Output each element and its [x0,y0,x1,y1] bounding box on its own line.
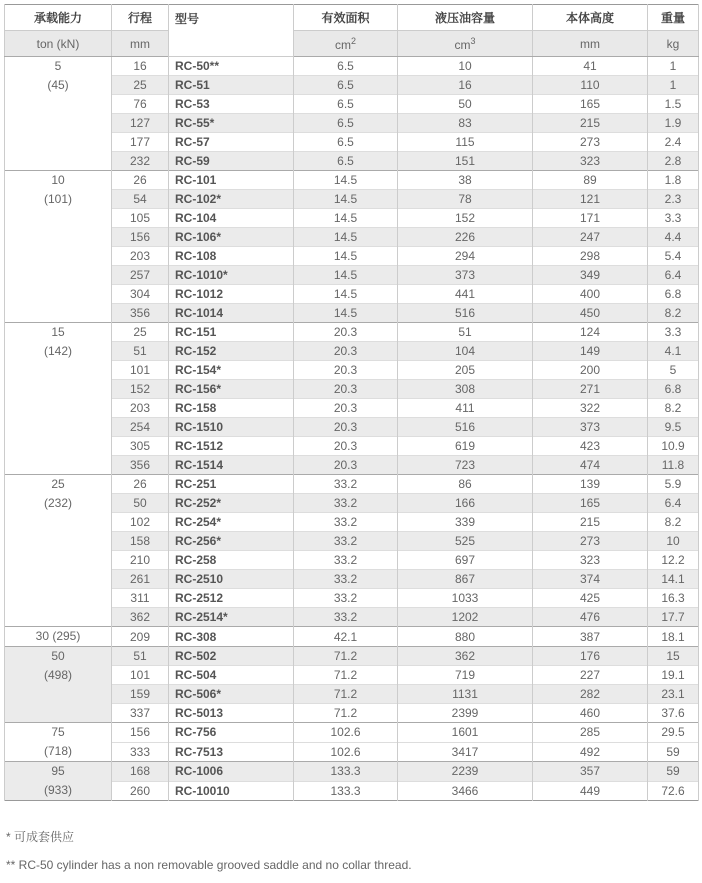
cell-area: 6.5 [294,76,398,95]
cell-stroke: 203 [112,247,169,266]
cell-area: 20.3 [294,399,398,418]
cell-stroke: 16 [112,57,169,76]
cell-oil: 1131 [398,685,533,704]
capacity-group-cell [5,627,112,647]
cell-height: 273 [533,133,648,152]
cell-height: 476 [533,608,648,627]
cell-stroke: 304 [112,285,169,304]
cell-height: 149 [533,342,648,361]
cell-weight: 3.3 [648,209,699,228]
cell-model: RC-106* [169,228,294,247]
cell-model: RC-55* [169,114,294,133]
cell-weight: 4.4 [648,228,699,247]
capacity-kn: (498) [43,668,72,682]
footnote-rc50-saddle: ** RC-50 cylinder has a non removable grooved saddle and no collar thread. [6,858,412,872]
cell-height: 41 [533,57,648,76]
cell-weight: 4.1 [648,342,699,361]
cell-height: 215 [533,513,648,532]
capacity-ton: 25 [51,477,65,491]
cell-weight: 6.4 [648,494,699,513]
cell-oil: 1202 [398,608,533,627]
cell-height: 357 [533,762,648,782]
cell-model: RC-2512 [169,589,294,608]
cell-oil: 38 [398,171,533,190]
cell-weight: 10.9 [648,437,699,456]
table-row [5,171,699,190]
cell-area: 133.3 [294,762,398,782]
cell-model: RC-5013 [169,704,294,723]
cell-area: 20.3 [294,361,398,380]
cell-stroke: 54 [112,190,169,209]
cell-stroke: 362 [112,608,169,627]
cell-model: RC-1006 [169,762,294,782]
cell-height: 450 [533,304,648,323]
header-model: 型号 [169,5,294,57]
cell-stroke: 25 [112,76,169,95]
cell-model: RC-258 [169,551,294,570]
cell-oil: 50 [398,95,533,114]
cell-height: 200 [533,361,648,380]
cell-weight: 12.2 [648,551,699,570]
cell-weight: 16.3 [648,589,699,608]
cell-weight: 18.1 [648,627,699,647]
cell-model: RC-308 [169,627,294,647]
cell-model: RC-57 [169,133,294,152]
header-stroke: 行程 [112,5,169,31]
cell-stroke: 260 [112,781,169,801]
capacity-group-cell [5,323,112,475]
capacity-group-cell [5,475,112,627]
capacity-group-cell [5,171,112,323]
cell-weight: 5.4 [648,247,699,266]
cell-oil: 308 [398,380,533,399]
cell-oil: 10 [398,57,533,76]
cell-area: 33.2 [294,570,398,589]
cell-area: 33.2 [294,475,398,494]
cell-weight: 3.3 [648,323,699,342]
unit-height: mm [533,31,648,57]
cell-weight: 19.1 [648,666,699,685]
cell-weight: 2.3 [648,190,699,209]
cell-stroke: 261 [112,570,169,589]
capacity-kn: (45) [47,78,69,92]
cell-stroke: 102 [112,513,169,532]
cell-oil: 697 [398,551,533,570]
cell-stroke: 156 [112,723,169,743]
cell-area: 20.3 [294,380,398,399]
cell-stroke: 356 [112,456,169,475]
cell-area: 33.2 [294,513,398,532]
cell-area: 14.5 [294,190,398,209]
cell-stroke: 25 [112,323,169,342]
cell-area: 14.5 [294,209,398,228]
cell-oil: 51 [398,323,533,342]
cell-oil: 880 [398,627,533,647]
capacity-ton: 95 [51,764,65,778]
cell-weight: 5.9 [648,475,699,494]
cell-area: 71.2 [294,704,398,723]
cell-model: RC-1514 [169,456,294,475]
cell-oil: 411 [398,399,533,418]
cell-area: 14.5 [294,266,398,285]
cell-oil: 104 [398,342,533,361]
cell-stroke: 156 [112,228,169,247]
cell-stroke: 337 [112,704,169,723]
cell-area: 20.3 [294,342,398,361]
cell-area: 14.5 [294,247,398,266]
cell-stroke: 51 [112,342,169,361]
cell-oil: 362 [398,647,533,666]
cell-area: 20.3 [294,437,398,456]
cell-area: 14.5 [294,285,398,304]
cell-weight: 2.8 [648,152,699,171]
capacity-kn: (718) [43,744,72,758]
capacity-group-cell [5,647,112,723]
cell-stroke: 203 [112,399,169,418]
capacity-kn: (101) [43,192,72,206]
cell-oil: 719 [398,666,533,685]
cell-weight: 1.9 [648,114,699,133]
cell-model: RC-1510 [169,418,294,437]
cell-model: RC-10010 [169,781,294,801]
cell-height: 449 [533,781,648,801]
cell-area: 6.5 [294,95,398,114]
cell-model: RC-151 [169,323,294,342]
capacity-group-cell [5,723,112,762]
cell-area: 6.5 [294,114,398,133]
cell-model: RC-506* [169,685,294,704]
cell-height: 227 [533,666,648,685]
cell-oil: 78 [398,190,533,209]
cell-model: RC-2514* [169,608,294,627]
capacity-kn: (142) [43,344,72,358]
cell-model: RC-256* [169,532,294,551]
cell-height: 400 [533,285,648,304]
cell-oil: 723 [398,456,533,475]
cell-area: 102.6 [294,723,398,743]
cell-height: 110 [533,76,648,95]
cell-area: 33.2 [294,532,398,551]
cell-model: RC-7513 [169,742,294,762]
table-row [5,762,699,782]
cell-height: 285 [533,723,648,743]
cell-model: RC-158 [169,399,294,418]
cell-height: 322 [533,399,648,418]
header-weight: 重量 [648,5,699,31]
cell-area: 6.5 [294,133,398,152]
cell-area: 71.2 [294,647,398,666]
cell-oil: 441 [398,285,533,304]
cell-area: 14.5 [294,171,398,190]
cell-weight: 59 [648,762,699,782]
cell-weight: 6.8 [648,380,699,399]
cell-model: RC-101 [169,171,294,190]
cell-height: 492 [533,742,648,762]
cell-model: RC-502 [169,647,294,666]
table-row [5,475,699,494]
cell-oil: 516 [398,304,533,323]
cell-model: RC-1010* [169,266,294,285]
cell-model: RC-504 [169,666,294,685]
table-header [5,5,699,57]
cell-height: 165 [533,95,648,114]
cell-weight: 29.5 [648,723,699,743]
unit-stroke: mm [112,31,169,57]
cell-model: RC-254* [169,513,294,532]
cell-stroke: 311 [112,589,169,608]
capacity-ton: 75 [51,725,65,739]
cell-stroke: 305 [112,437,169,456]
cell-stroke: 50 [112,494,169,513]
cell-area: 20.3 [294,418,398,437]
cell-height: 282 [533,685,648,704]
cell-area: 33.2 [294,589,398,608]
cell-area: 71.2 [294,685,398,704]
cell-height: 460 [533,704,648,723]
cell-weight: 5 [648,361,699,380]
capacity-ton: 10 [51,173,65,187]
cell-stroke: 159 [112,685,169,704]
capacity-kn: (933) [43,783,72,797]
cell-stroke: 356 [112,304,169,323]
cell-stroke: 209 [112,627,169,647]
footnote-kit-available: * 可成套供应 [6,830,75,844]
cell-weight: 8.2 [648,513,699,532]
cell-weight: 1 [648,57,699,76]
header-height: 本体高度 [533,5,648,31]
header-oil: 液压油容量 [398,5,533,31]
cell-height: 89 [533,171,648,190]
cell-weight: 1.5 [648,95,699,114]
cell-stroke: 254 [112,418,169,437]
cell-model: RC-59 [169,152,294,171]
cell-oil: 2399 [398,704,533,723]
cell-height: 323 [533,551,648,570]
cell-area: 102.6 [294,742,398,762]
table-row [5,627,699,647]
table-row [5,723,699,743]
cell-area: 133.3 [294,781,398,801]
cell-area: 20.3 [294,323,398,342]
cell-weight: 6.8 [648,285,699,304]
table-row [5,647,699,666]
cell-oil: 152 [398,209,533,228]
cell-oil: 3466 [398,781,533,801]
cell-height: 374 [533,570,648,589]
header-area: 有效面积 [294,5,398,31]
cell-oil: 166 [398,494,533,513]
cell-stroke: 101 [112,361,169,380]
cell-model: RC-51 [169,76,294,95]
cell-height: 124 [533,323,648,342]
cell-weight: 8.2 [648,399,699,418]
cell-stroke: 177 [112,133,169,152]
cell-weight: 1 [648,76,699,95]
cell-height: 373 [533,418,648,437]
cell-model: RC-156* [169,380,294,399]
cell-area: 14.5 [294,228,398,247]
capacity-group-cell [5,762,112,801]
cell-oil: 115 [398,133,533,152]
cell-oil: 525 [398,532,533,551]
cell-oil: 86 [398,475,533,494]
cell-weight: 59 [648,742,699,762]
cell-weight: 6.4 [648,266,699,285]
cell-model: RC-53 [169,95,294,114]
cell-height: 139 [533,475,648,494]
cell-weight: 2.4 [648,133,699,152]
cell-weight: 37.6 [648,704,699,723]
cell-height: 423 [533,437,648,456]
cell-height: 215 [533,114,648,133]
cell-stroke: 127 [112,114,169,133]
cell-height: 425 [533,589,648,608]
cell-height: 474 [533,456,648,475]
cell-oil: 151 [398,152,533,171]
capacity-group-cell [5,57,112,171]
cell-weight: 11.8 [648,456,699,475]
unit-capacity: ton (kN) [5,31,112,57]
cell-oil: 339 [398,513,533,532]
cell-oil: 294 [398,247,533,266]
cell-model: RC-152 [169,342,294,361]
cell-area: 42.1 [294,627,398,647]
cell-model: RC-2510 [169,570,294,589]
cell-stroke: 105 [112,209,169,228]
cell-stroke: 333 [112,742,169,762]
cell-oil: 619 [398,437,533,456]
cell-area: 6.5 [294,57,398,76]
cell-stroke: 158 [112,532,169,551]
cell-model: RC-1012 [169,285,294,304]
cell-weight: 17.7 [648,608,699,627]
table-row [5,323,699,342]
unit-weight: kg [648,31,699,57]
cell-weight: 23.1 [648,685,699,704]
cell-weight: 72.6 [648,781,699,801]
cell-stroke: 76 [112,95,169,114]
cell-height: 323 [533,152,648,171]
table-row [5,57,699,76]
cell-stroke: 232 [112,152,169,171]
cell-oil: 516 [398,418,533,437]
cell-weight: 8.2 [648,304,699,323]
capacity-ton: 5 [54,59,62,73]
capacity-ton: 30 (295) [35,629,81,643]
cell-height: 298 [533,247,648,266]
cell-model: RC-252* [169,494,294,513]
cell-area: 33.2 [294,608,398,627]
capacity-ton: 50 [51,649,65,663]
cell-height: 176 [533,647,648,666]
cell-model: RC-50** [169,57,294,76]
cell-weight: 9.5 [648,418,699,437]
cell-area: 33.2 [294,494,398,513]
cell-model: RC-108 [169,247,294,266]
cell-height: 247 [533,228,648,247]
table-body [5,57,699,801]
cell-area: 20.3 [294,456,398,475]
cell-area: 6.5 [294,152,398,171]
cell-model: RC-756 [169,723,294,743]
cell-oil: 1033 [398,589,533,608]
cell-stroke: 101 [112,666,169,685]
unit-oil: $cm^3$ [398,31,533,57]
cell-height: 349 [533,266,648,285]
cell-oil: 373 [398,266,533,285]
cell-height: 273 [533,532,648,551]
cell-weight: 14.1 [648,570,699,589]
cell-oil: 16 [398,76,533,95]
cell-weight: 15 [648,647,699,666]
footnotes [4,823,698,879]
cell-oil: 867 [398,570,533,589]
cell-height: 271 [533,380,648,399]
cell-height: 171 [533,209,648,228]
cell-stroke: 152 [112,380,169,399]
cell-model: RC-104 [169,209,294,228]
unit-area: $cm^2$ [294,31,398,57]
cell-oil: 3417 [398,742,533,762]
cell-stroke: 51 [112,647,169,666]
cell-height: 165 [533,494,648,513]
cell-stroke: 210 [112,551,169,570]
cell-height: 387 [533,627,648,647]
cell-model: RC-251 [169,475,294,494]
cell-area: 14.5 [294,304,398,323]
cell-area: 71.2 [294,666,398,685]
cell-oil: 1601 [398,723,533,743]
cell-model: RC-1014 [169,304,294,323]
cell-area: 33.2 [294,551,398,570]
cell-model: RC-1512 [169,437,294,456]
cylinder-spec-table [4,4,699,801]
cell-oil: 83 [398,114,533,133]
cell-stroke: 168 [112,762,169,782]
header-capacity: 承载能力 [5,5,112,31]
cell-weight: 10 [648,532,699,551]
cell-model: RC-102* [169,190,294,209]
cell-stroke: 26 [112,475,169,494]
cell-stroke: 257 [112,266,169,285]
capacity-ton: 15 [51,325,65,339]
cell-height: 121 [533,190,648,209]
cell-oil: 2239 [398,762,533,782]
cell-weight: 1.8 [648,171,699,190]
cell-stroke: 26 [112,171,169,190]
cell-oil: 226 [398,228,533,247]
cell-model: RC-154* [169,361,294,380]
cell-oil: 205 [398,361,533,380]
capacity-kn: (232) [43,496,72,510]
